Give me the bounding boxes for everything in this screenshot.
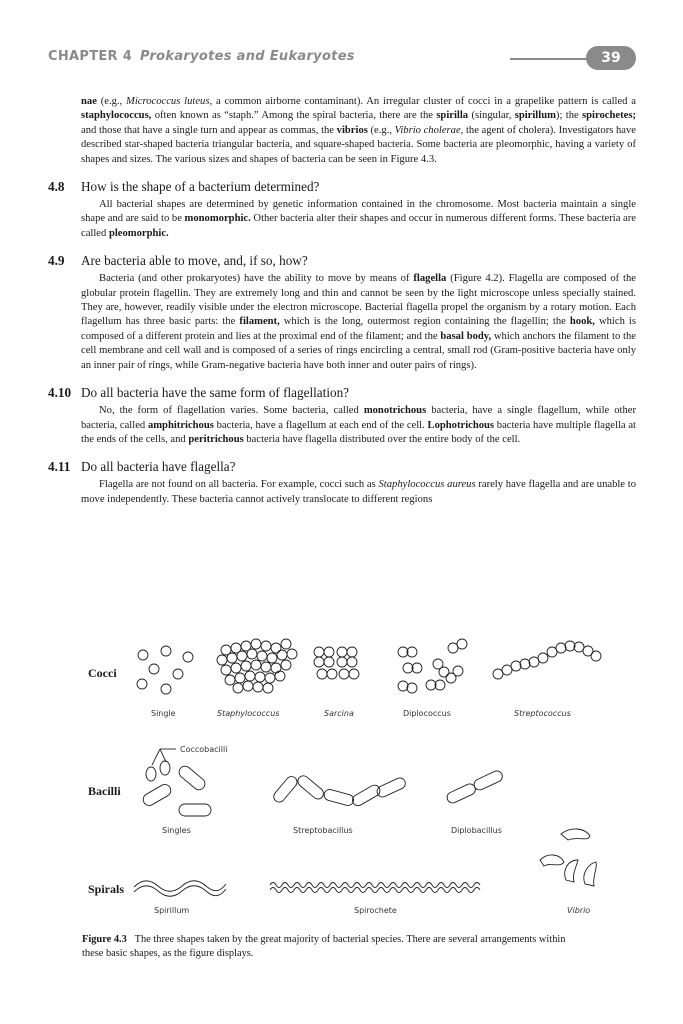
label-spirals: Spirals [88,882,125,896]
intro-paragraph: nae (e.g., Micrococcus luteus, a common airborne contaminant). An irregular cluster of cocci in a grapelike pattern is called a staphylococcus, often known as “staph.” Among the spiral bacteria, there are the spirilla (singular, spirillum); the spirochetes; and those that have a single turn and appear as commas, the vibrios (e.g., Vibrio cholerae, the agent of cholera). Investigators have described star-shaped bacteria triangular bacteria, and square-shaped bacteria. Some bacteria are pleomorphic, having a variety of shapes and sizes. The various sizes and shapes of bacteria can be seen in Figure 4.3. [81,96,636,165]
single-bacilli-drawing [141,764,211,816]
vibrio-drawing [540,829,596,886]
header-rule [510,58,590,60]
label-sarcina: Sarcina [324,709,354,718]
diplobacillus-drawing [445,769,504,805]
label-vibrio: Vibrio [567,906,591,915]
spirillum-drawing [134,881,226,897]
question-4-9: 4.9 Are bacteria able to move, and, if so, how? [48,253,308,269]
label-spirillum: Spirillum [154,906,190,915]
label-streptococcus: Streptococcus [514,709,571,718]
sarcina-drawing [314,647,359,679]
coccobacilli-drawing [146,749,176,781]
label-staphylococcus: Staphylococcus [217,709,280,718]
streptococcus-drawing [493,641,601,679]
single-cocci-drawing [137,646,193,694]
label-diplococcus: Diplococcus [403,709,451,718]
label-streptobacillus: Streptobacillus [293,826,353,835]
label-cocci: Cocci [88,666,117,680]
spirochete-drawing [270,883,480,893]
answer-4-10: No, the form of flagellation varies. Some bacteria, called monotrichous bacteria, have a single flagellum, while other bacteria, called amphitrichous bacteria, have a flagellum at each end of the cell. Lophotrichous bacteria have multiple flagella at the ends of the cells, and peritrichous bacteria have flagella distributed over the entire body of the cell. [81,405,636,445]
figure-bacterial-shapes [48,622,636,922]
answer-4-8: All bacterial shapes are determined by genetic information contained in the chromosome. Most bacteria maintain a single shape and are said to be monomorphic. Other bacteria alter their shapes and occur in numerous different forms. These bacteria are called pleomorphic. [81,199,636,239]
label-bacilli: Bacilli [88,784,121,798]
label-single: Single [151,709,176,718]
diplococcus-drawing [398,639,467,693]
page-body [48,95,636,507]
question-4-11: 4.11 Do all bacteria have flagella? [48,459,236,475]
question-4-10: 4.10 Do all bacteria have the same form of flagellation? [48,385,350,401]
question-4-8: 4.8 How is the shape of a bacterium determined? [48,179,320,195]
figure-caption: Figure 4.3 The three shapes taken by the great majority of bacterial species. There are several arrangements within these basic shapes, as the figure displays. [82,934,566,959]
streptobacillus-drawing [272,774,408,808]
page-number: 39 [586,46,636,70]
label-coccobacilli: Coccobacilli [180,745,228,754]
chapter-heading: CHAPTER 4 Prokaryotes and Eukaryotes [48,49,355,64]
label-singles: Singles [162,826,191,835]
label-spirochete: Spirochete [354,906,397,915]
running-header [48,44,636,72]
answer-4-11: Flagella are not found on all bacteria. For example, cocci such as Staphylococcus aureus rarely have flagella and are unable to move independently. These bacteria cannot actively translocate to different regions [81,479,637,505]
staphylococcus-drawing [217,639,297,693]
answer-4-9: Bacteria (and other prokaryotes) have the ability to move by means of flagella (Figure 4.2). Flagella are composed of the globular protein flagellin. They are extremely long and thin and cannot be seen by the light microscope unless specially stained. They are, however, readily visible under the electron microscope. Bacterial flagella propel the organism by a rotary motion. Each flagellum has three basic parts: the filament, which is the long, outermost region containing the flagellin; the hook, which is composed of a different protein and lies at the proximal end of the filament; and the basal body, which anchors the filament to the cell membrane and cell wall and is composed of a series of rings encircling a central, small rod (Gram-positive bacteria have only an inner pair of rings, while Gram-negative bacteria have both inner and outer pairs of rings). [81,273,636,371]
label-diplobacillus: Diplobacillus [451,826,502,835]
figure-drawing [48,622,636,922]
